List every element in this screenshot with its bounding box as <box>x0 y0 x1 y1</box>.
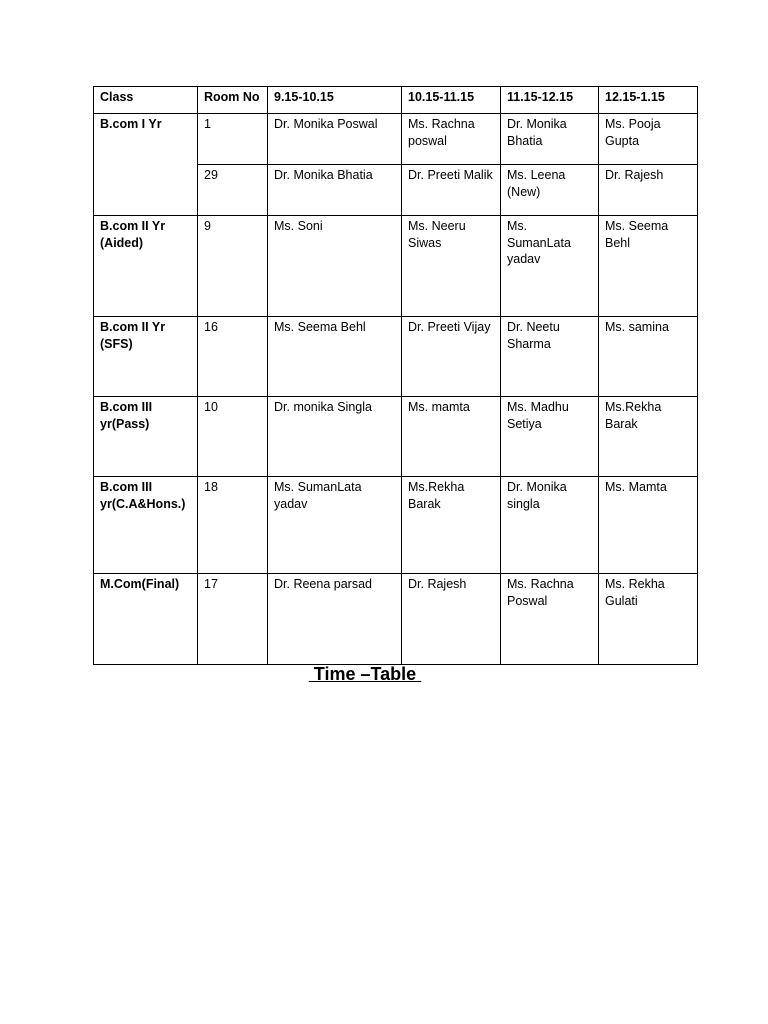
slot-cell: Ms.Rekha Barak <box>599 397 698 477</box>
header-class: Class <box>94 87 198 114</box>
table-row <box>94 397 698 477</box>
slot-cell: Ms.Rekha Barak <box>402 477 501 574</box>
document-title: Time –Table <box>308 664 422 684</box>
room-cell: 10 <box>198 397 268 477</box>
table-row <box>94 477 698 574</box>
slot-cell: Dr. Monika Poswal <box>268 114 402 165</box>
slot-cell: Ms. Seema Behl <box>268 317 402 397</box>
class-cell: B.com III yr(Pass) <box>94 397 198 477</box>
class-cell: B.com II Yr (Aided) <box>94 216 198 317</box>
class-cell: B.com III yr(C.A&Hons.) <box>94 477 198 574</box>
header-room-no: Room No <box>198 87 268 114</box>
class-cell: B.com II Yr (SFS) <box>94 317 198 397</box>
slot-cell: Ms. Madhu Setiya <box>501 397 599 477</box>
room-cell: 16 <box>198 317 268 397</box>
slot-cell: Ms. samina <box>599 317 698 397</box>
slot-cell: Dr. Reena parsad <box>268 574 402 665</box>
slot-cell: Ms. Rachna poswal <box>402 114 501 165</box>
slot-cell: Dr. Monika Bhatia <box>501 114 599 165</box>
timetable <box>93 86 698 665</box>
slot-cell: Ms. Seema Behl <box>599 216 698 317</box>
room-cell: 1 <box>198 114 268 165</box>
slot-cell: Dr. monika Singla <box>268 397 402 477</box>
slot-cell: Ms. Rachna Poswal <box>501 574 599 665</box>
header-row <box>94 87 698 114</box>
header-slot-4: 12.15-1.15 <box>599 87 698 114</box>
slot-cell: Dr. Preeti Malik <box>402 165 501 216</box>
slot-cell: Dr. Rajesh <box>599 165 698 216</box>
header-slot-2: 10.15-11.15 <box>402 87 501 114</box>
slot-cell: Dr. Neetu Sharma <box>501 317 599 397</box>
table-row <box>94 574 698 665</box>
room-cell: 18 <box>198 477 268 574</box>
room-cell: 17 <box>198 574 268 665</box>
room-cell: 9 <box>198 216 268 317</box>
table-row <box>94 114 698 165</box>
header-slot-1: 9.15-10.15 <box>268 87 402 114</box>
table-row <box>94 317 698 397</box>
title-container <box>0 664 768 685</box>
slot-cell: Ms. Mamta <box>599 477 698 574</box>
slot-cell: Ms. mamta <box>402 397 501 477</box>
slot-cell: Ms. Soni <box>268 216 402 317</box>
room-cell: 29 <box>198 165 268 216</box>
class-cell: M.Com(Final) <box>94 574 198 665</box>
slot-cell: Ms. Pooja Gupta <box>599 114 698 165</box>
header-slot-3: 11.15-12.15 <box>501 87 599 114</box>
slot-cell: Dr. Rajesh <box>402 574 501 665</box>
slot-cell: Dr. Monika Bhatia <box>268 165 402 216</box>
table-row <box>94 216 698 317</box>
slot-cell: Ms. Leena (New) <box>501 165 599 216</box>
slot-cell: Ms. SumanLata yadav <box>501 216 599 317</box>
slot-cell: Ms. Neeru Siwas <box>402 216 501 317</box>
slot-cell: Ms. SumanLata yadav <box>268 477 402 574</box>
class-cell: B.com I Yr <box>94 114 198 216</box>
slot-cell: Ms. Rekha Gulati <box>599 574 698 665</box>
slot-cell: Dr. Preeti Vijay <box>402 317 501 397</box>
slot-cell: Dr. Monika singla <box>501 477 599 574</box>
